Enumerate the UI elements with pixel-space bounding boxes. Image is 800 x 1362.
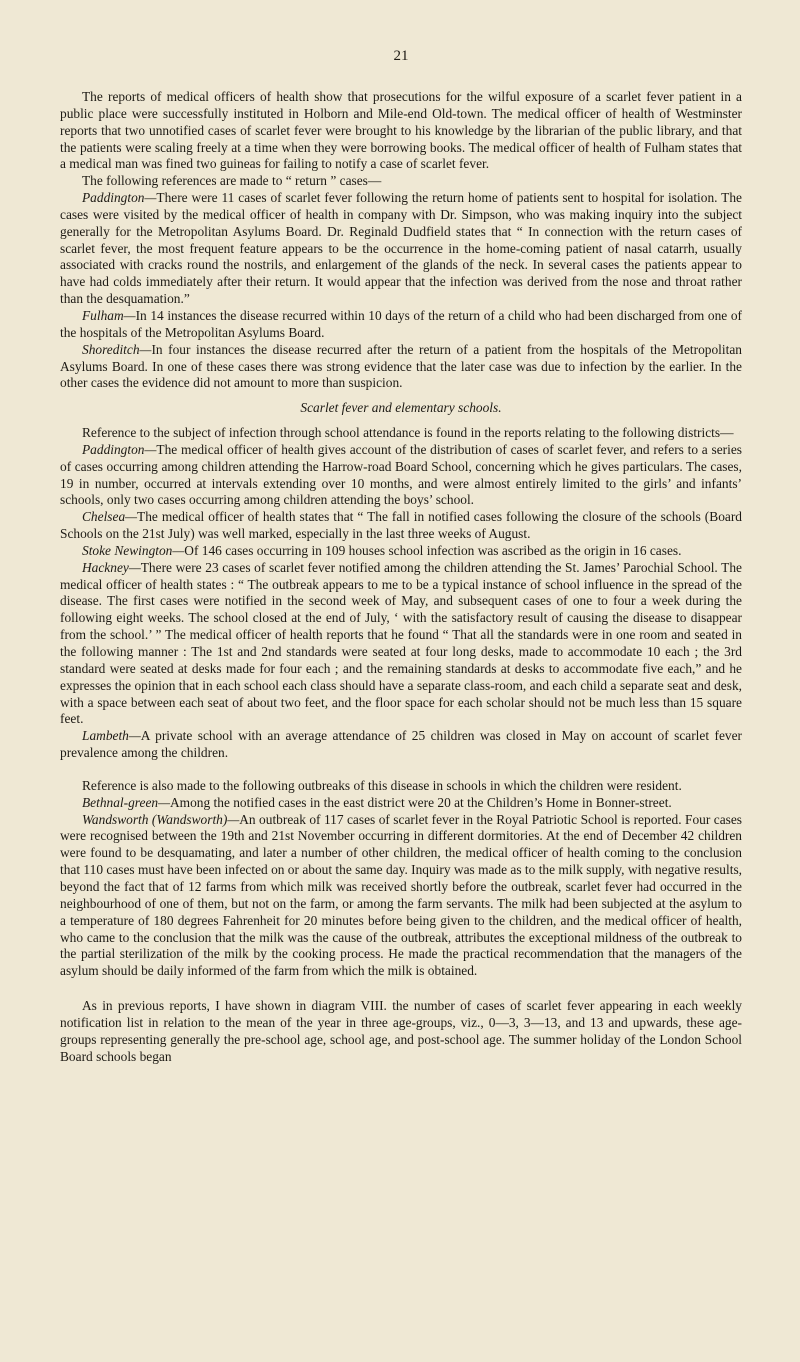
paragraph-diagram-viii: As in previous reports, I have shown in diagram VIII. the number of cases of scarlet fever appearing in each weekly notification list in relation to the mean of the year in three age-groups, viz., 0—3, 3—13, and 13 and upwards, these age-groups representing generally the pre-school age, school age, and post-school age. The summer holiday of the London School Board schools began	[60, 998, 742, 1064]
district-name: Fulham—	[82, 307, 136, 323]
district-name: Chelsea—	[82, 509, 138, 525]
page-number: 21	[393, 48, 409, 64]
district-name: Lambeth—	[82, 728, 141, 744]
paragraph-text: The medical officer of health gives account of the distribution of cases of scarlet fever, and refers to a series of cases occurring among children attending the Harrow-road Board School, concerning which he gives particulars. The cases, 19 in number, occurred at intervals extending over 10 months, and were almost entirely limited to the girls’ and infants’ schools, only two cases occurring among children attending the boys’ school.	[60, 441, 742, 508]
district-name: Stoke Newington—	[82, 542, 185, 558]
paragraph-school-intro: Reference to the subject of infection through school attendance is found in the reports relating to the following districts—	[82, 425, 734, 441]
paragraph-text: A private school with an average attendance of 25 children was closed in May on account of scarlet fever prevalence among the children.	[60, 728, 742, 761]
paragraph-stoke-newington	[60, 543, 742, 560]
paragraph-chelsea	[60, 509, 742, 543]
paragraph-text: In four instances the disease recurred after the return of a patient from the hospitals of the Metropolitan Asylums Board. In one of these cases there was strong evidence that the later case was due to infection by the earlier. In the other cases the evidence did not amount to more than suspicion.	[60, 341, 742, 391]
district-name: Hackney—	[82, 559, 141, 575]
district-name: Paddington—	[82, 190, 157, 206]
district-name: Paddington—	[82, 441, 157, 457]
district-name: Bethnal-green—	[82, 794, 171, 810]
paragraph-wandsworth	[60, 812, 742, 980]
paragraph-hackney	[60, 560, 742, 728]
paragraph-text: Of 146 cases occurring in 109 houses school infection was ascribed as the origin in 16 cases.	[184, 542, 682, 558]
district-name: Wandsworth (Wandsworth)—	[82, 811, 240, 827]
district-name: Shoreditch—	[82, 341, 152, 357]
paragraph-paddington-return	[60, 190, 742, 308]
paragraph-text: There were 23 cases of scarlet fever notified among the children attending the St. James’ Parochial School. The medical officer of health states : “ The outbreak appears to me to be a typical instance of school influence in the spread of the disease. The first cases were notified in the second week of May, and subsequent cases of one to four a week during the following eight weeks. The school closed at the end of July, ‘ with the satisfactory result of causing the disease to disappear from the school.’ ” The medical officer of health reports that he found “ That all the standards were in one room and seated in the following manner : The 1st and 2nd standards were seated at four long desks, made to accommodate 10 each ; the 3rd standard were seated at desks made for four each ; and the remaining standards at desks to accommodate five each,” and he expresses the opinion that in each school each class should have a separate class-room, and each child a separate seat and desk, with a space between each seat of about two feet, and the floor space for each scholar should not be much less than 15 square feet.	[60, 559, 742, 727]
paragraph-return-cases-intro: The following references are made to “ return ” cases—	[82, 173, 382, 189]
paragraph-bethnal-green	[60, 795, 742, 812]
section-title: Scarlet fever and elementary schools.	[300, 400, 502, 416]
paragraph-text: An outbreak of 117 cases of scarlet fever in the Royal Patriotic School is reported. Four cases were recognised between the 19th and 21st November occurring in different dormitories. At the end of December 42 children were found to be desquamating, and later a number of other children, the medical officer of health coming to the conclusion that 110 cases must have been infected on or about the same day. Inquiry was made as to the milk supply, with negative results, beyond the fact that of 12 farms from which milk was received shortly before the outbreak, scarlet fever had occurred in the neighbourhood of one of them, but not on the farm, or among the farm servants. The milk had been subjected at the asylum to a temperature of 180 degrees Fahrenheit for 20 minutes before being given to the children, and the medical officer of health, who came to the conclusion that the milk was the cause of the outbreak, attributes the exceptional mildness of the outbreak to the partial sterilization of the milk by the cooking process. He made the practical recommendation that the managers of the asylum should be daily informed of the farm from which the milk is obtained.	[60, 811, 743, 979]
paragraph-text: There were 11 cases of scarlet fever following the return home of patients sent to hospital for isolation. The cases were visited by the medical officer of health in company with Dr. Simpson, who was making inquiry into the subject generally for the Metropolitan Asylums Board. Dr. Reginald Dudfield states that “ In connection with the return cases of scarlet fever, the most frequent feature appears to be the occurrence in the home-coming patient of nasal catarrh, usually associated with cracks round the nostrils, and enlargement of the glands of the neck. In several cases the patients appear to have had colds immediately after their return. It would appear that the infection was derived from the nose and throat rather than the desquamation.”	[60, 190, 742, 307]
paragraph-shoreditch	[60, 342, 742, 393]
paragraph-prosecutions: The reports of medical officers of health show that prosecutions for the wilful exposure of a scarlet fever patient in a public place were successfully instituted in Holborn and Mile-end Old-town. The medical officer of health of Westminster reports that two unnotified cases of scarlet fever were brought to his knowledge by the librarian of the public library, and that the patients were scaling freely at a time when they were borrowing books. The medical officer of health of Fulham states that a medical man was fined two guineas for failing to notify a case of scarlet fever.	[60, 89, 742, 172]
paragraph-text: In 14 instances the disease recurred within 10 days of the return of a child who had been discharged from one of the hospitals of the Metropolitan Asylums Board.	[60, 307, 742, 340]
paragraph-text: Among the notified cases in the east district were 20 at the Children’s Home in Bonner-street.	[170, 794, 672, 810]
paragraph-resident-schools: Reference is also made to the following outbreaks of this disease in schools in which the children were resident.	[82, 777, 682, 793]
paragraph-fulham	[60, 308, 742, 342]
paragraph-lambeth	[60, 728, 742, 762]
paragraph-paddington-school	[60, 442, 742, 509]
paragraph-text: The medical officer of health states that “ The fall in notified cases following the closure of the schools (Board Schools on the 21st July) was well marked, especially in the last three weeks of August.	[60, 509, 742, 542]
